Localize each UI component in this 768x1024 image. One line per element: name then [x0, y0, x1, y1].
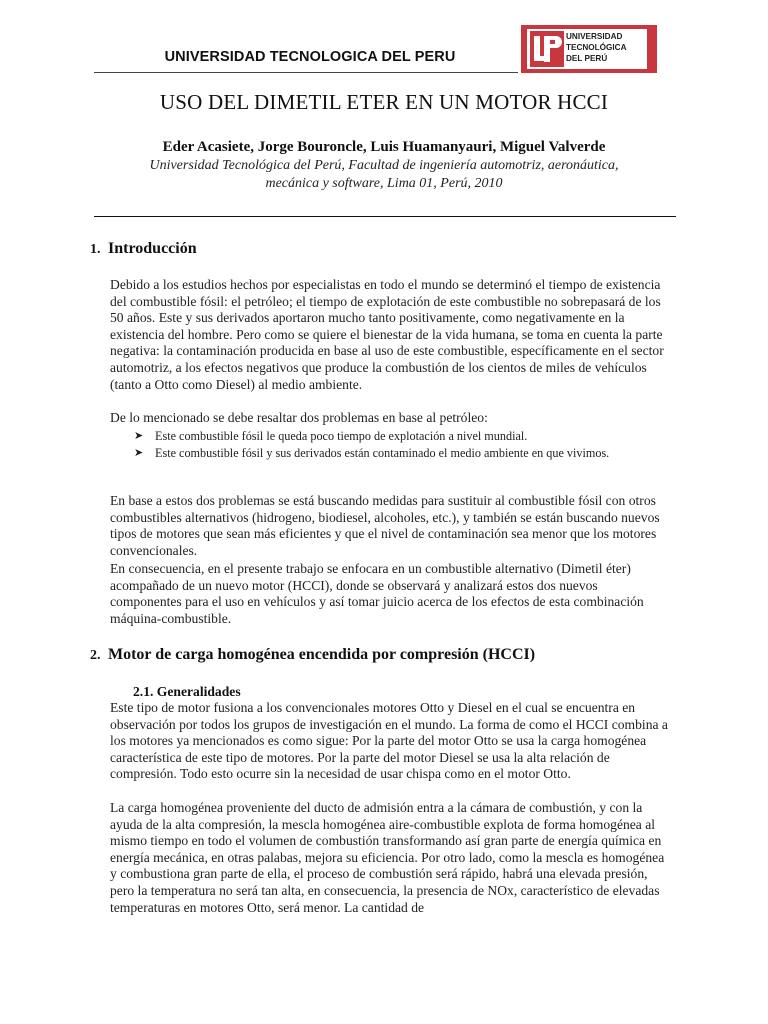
authors: Eder Acasiete, Jorge Bouroncle, Luis Huamanyauri, Miguel Valverde	[162, 139, 606, 155]
intro-paragraph-4: En consecuencia, en el presente trabajo se enfocara en un combustible alternativo (Dimetil éter) acompañado de un nuevo motor (HCCI), donde se observará y analizará estos dos nuevos componentes para el uso en vehículos y así tomar juicio acerca de los efectos de esta combinación máquina-combustible.	[110, 561, 644, 626]
title-divider	[94, 216, 676, 217]
section-2-heading	[90, 646, 535, 664]
section-title: Introducción	[108, 240, 197, 257]
intro-paragraph-1: Debido a los estudios hechos por especialistas en todo el mundo se determinó el tiempo de existencia del combustible fósil: el petróleo; el tiempo de explotación de este combustible no sobrepasará de los 50 años. Este y sus derivados aportaron mucho tanto positivamente, como negativamente en la existencia del hombre. Pero como se quiere el bienestar de la vida humana, se toma en cuenta la parte negativa: la contaminación producida en base al uso de este combustible, específicamente en el sector automotriz, a los efectos negativos que produce la combustión de los cientos de miles de vehículos (tanto a Otto como Diesel) al medio ambiente.	[110, 277, 664, 392]
logo-text-line: TECNOLÓGICA	[566, 43, 627, 52]
university-logo	[521, 25, 657, 73]
list-item	[134, 445, 654, 462]
header-underline	[94, 72, 518, 73]
intro-paragraph-2: De lo mencionado se debe resaltar dos problemas en base al petróleo:	[110, 410, 488, 425]
hcci-paragraph-2: La carga homogénea proveniente del ducto de admisión entra a la cámara de combustión, y con la ayuda de la alta compresión, la mescla homogénea aire-combustible explota de forma homogénea al mismo tiempo en todo el volumen de combustión transformando así gran parte de energía química en energía mecánica, en otras palabas, mejora su eficiencia. Por otro lado, como la mescla es homogénea y combustiona gran parte de ella, el proceso de combustión será rápido, habrá una elevada presión, pero la temperatura no será tan alta, en consecuencia, la presencia de NOx, característico de elevadas temperaturas en motores Otto, será menor. La cantidad de	[110, 800, 665, 915]
paper-title: USO DEL DIMETIL ETER EN UN MOTOR HCCI	[159, 90, 609, 114]
arrow-bullet-icon: ➤	[134, 447, 144, 459]
list-item-text: Este combustible fósil le queda poco tiempo de explotación a nivel mundial.	[155, 429, 528, 443]
intro-paragraph-3: En base a estos dos problemas se está buscando medidas para sustituir al combustible fósil con otros combustibles alternativos (hidrogeno, biodiesel, alcoholes, etc.), y también se están buscando nuevos tipos de motores que sean más eficientes y que el nivel de contaminación sea menor que los motores convencionales.	[110, 493, 660, 558]
hcci-paragraph-1: Este tipo de motor fusiona a los convencionales motores Otto y Diesel en el cual se encuentra en observación por todos los grupos de investigación en el mundo. La forma de como el HCCI combina a los motores ya mencionados es como sigue: Por la parte del motor Otto se usa la carga homogénea característica de este tipo de motores. Por la parte del motor Diesel se usa la alta relación de compresión. Todo esto ocurre sin la necesidad de usar chispa como en el motor Otto.	[110, 700, 668, 782]
utp-logo-icon	[530, 31, 564, 67]
problem-list	[134, 428, 654, 462]
logo-text-line: UNIVERSIDAD	[566, 32, 623, 41]
university-header-title: UNIVERSIDAD TECNOLOGICA DEL PERU	[164, 49, 456, 65]
section-number: 1.	[90, 242, 101, 257]
list-item-text: Este combustible fósil y sus derivados están contaminado el medio ambiente en que vivimos.	[155, 446, 610, 460]
affiliation-line: mecánica y software, Lima 01, Perú, 2010	[265, 176, 503, 191]
list-item	[134, 428, 654, 445]
subsection-2-1-heading: 2.1. Generalidades	[133, 684, 241, 699]
arrow-bullet-icon: ➤	[134, 430, 144, 442]
section-1-heading	[90, 240, 197, 258]
logo-text-line: DEL PERÚ	[566, 54, 608, 63]
logo-text	[566, 31, 646, 64]
affiliation	[110, 157, 658, 193]
section-number: 2.	[90, 648, 101, 663]
section-title: Motor de carga homogénea encendida por compresión (HCCI)	[108, 646, 536, 663]
affiliation-line: Universidad Tecnológica del Perú, Facultad de ingeniería automotriz, aeronáutica,	[149, 158, 619, 173]
logo-inner-panel	[527, 29, 647, 69]
